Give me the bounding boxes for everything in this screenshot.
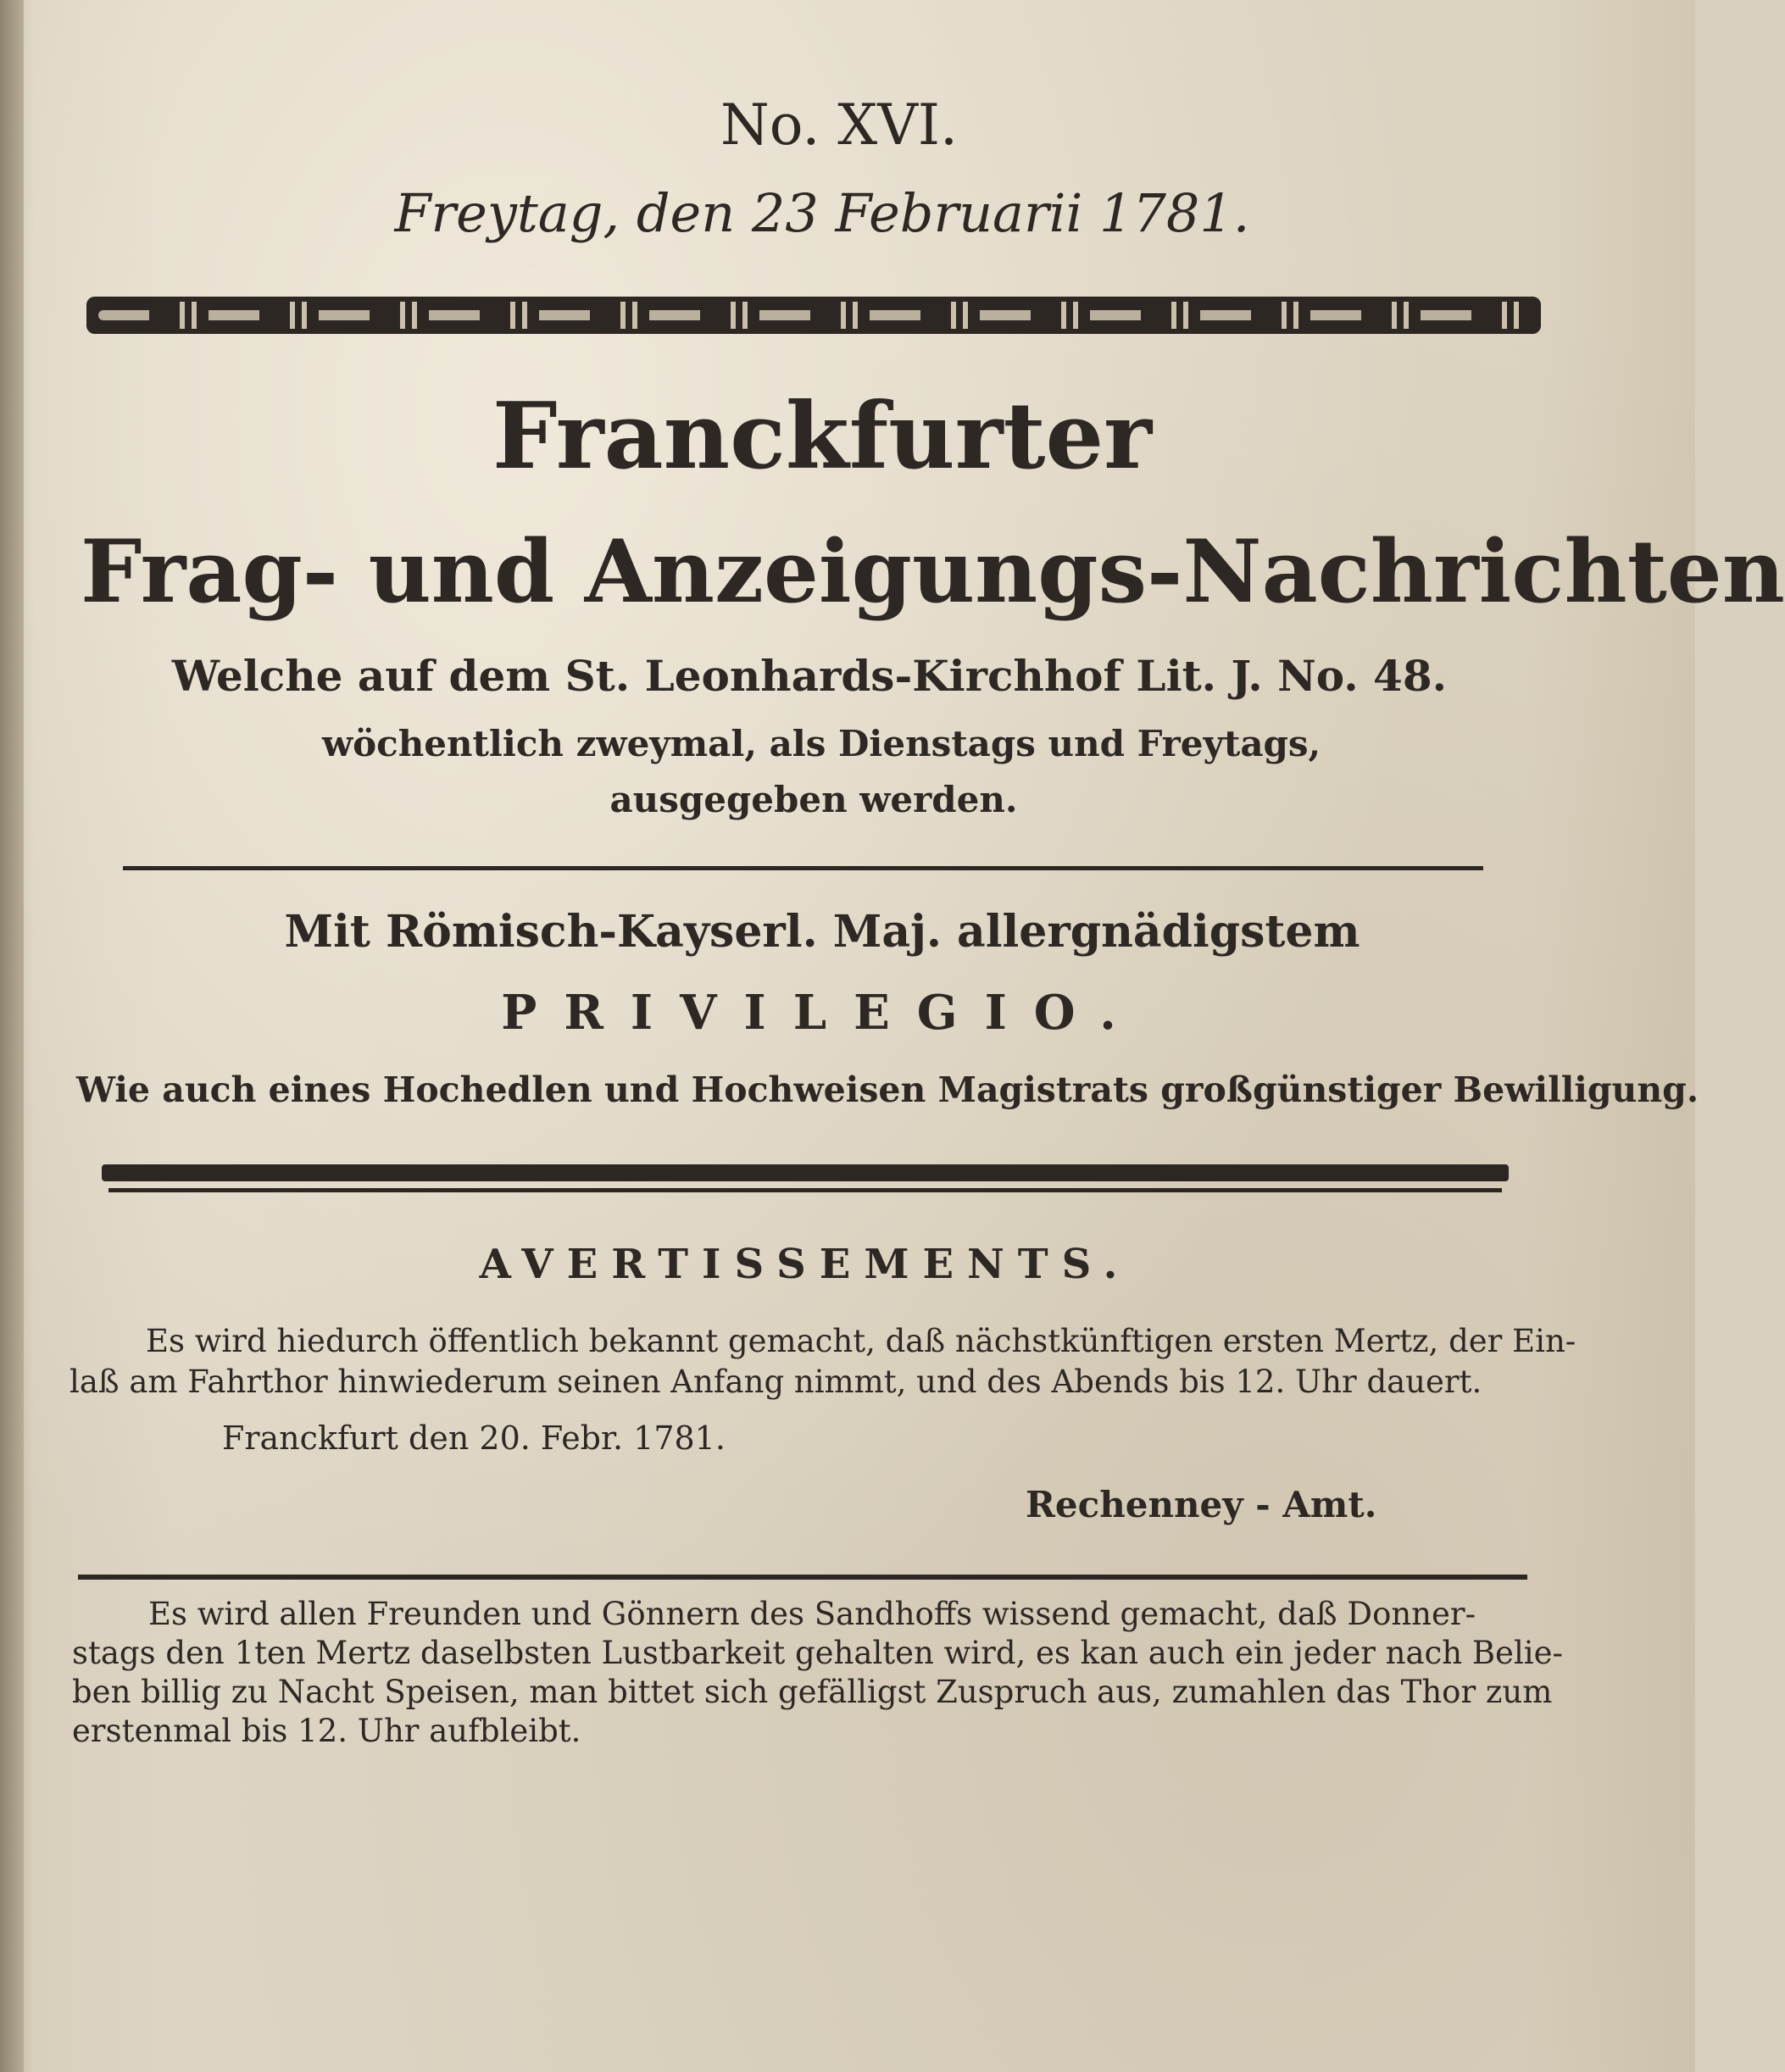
notice2-line: Es wird allen Freunden und Gönnern des Sandhoffs wissend gemacht, daß Donner- [148,1596,1476,1632]
privilege-heading: PRIVILEGIO. [501,985,1143,1041]
thin-underline-rule [108,1188,1502,1192]
divider-rule [78,1575,1527,1580]
notice1-signature: Rechenney - Amt. [1026,1484,1377,1525]
divider-rule [123,866,1483,870]
privilege-line1: Mit Römisch-Kayserl. Maj. allergnädigstem [284,906,1360,958]
page-spine-shadow [0,0,24,2072]
notice2-line: erstenmal bis 12. Uhr aufbleibt. [72,1713,581,1749]
publication-schedule-line2: ausgegeben werden. [609,779,1018,820]
publisher-address-line: Welche auf dem St. Leonhards-Kirchhof Lit. J. No. 48. [171,651,1448,701]
section-heading: AVERTISSEMENTS. [479,1241,1132,1288]
publication-schedule-line: wöchentlich zweymal, als Dienstags und Freytags, [322,723,1321,764]
notice1-line: laß am Fahrthor hinwiederum seinen Anfang nimmt, und des Abends bis 12. Uhr dauert. [70,1364,1482,1400]
newspaper-title-line2: Frag- und Anzeigungs-Nachrichten [81,521,1785,623]
notice1-place-date: Franckfurt den 20. Febr. 1781. [222,1419,726,1457]
notice2-line: stags den 1ten Mertz daselbsten Lustbarkeit gehalten wird, es kan auch ein jeder nach Belie- [72,1635,1564,1671]
ornamental-border-rule [86,297,1541,334]
notice1-line: Es wird hiedurch öffentlich bekannt gemacht, daß nächstkünftigen ersten Mertz, der Ein- [146,1323,1576,1359]
issue-number: No. XVI. [720,92,958,158]
thick-divider-rule [102,1164,1509,1181]
privilege-line3: Wie auch eines Hochedlen und Hochweisen Magistrats großgünstiger Bewilligung. [76,1069,1699,1110]
issue-date: Freytag, den 23 Februarii 1781. [394,182,1250,244]
newspaper-title-line1: Franckfurter [492,383,1153,490]
notice2-line: ben billig zu Nacht Speisen, man bittet sich gefälligst Zuspruch aus, zumahlen das Thor zum [72,1674,1553,1710]
